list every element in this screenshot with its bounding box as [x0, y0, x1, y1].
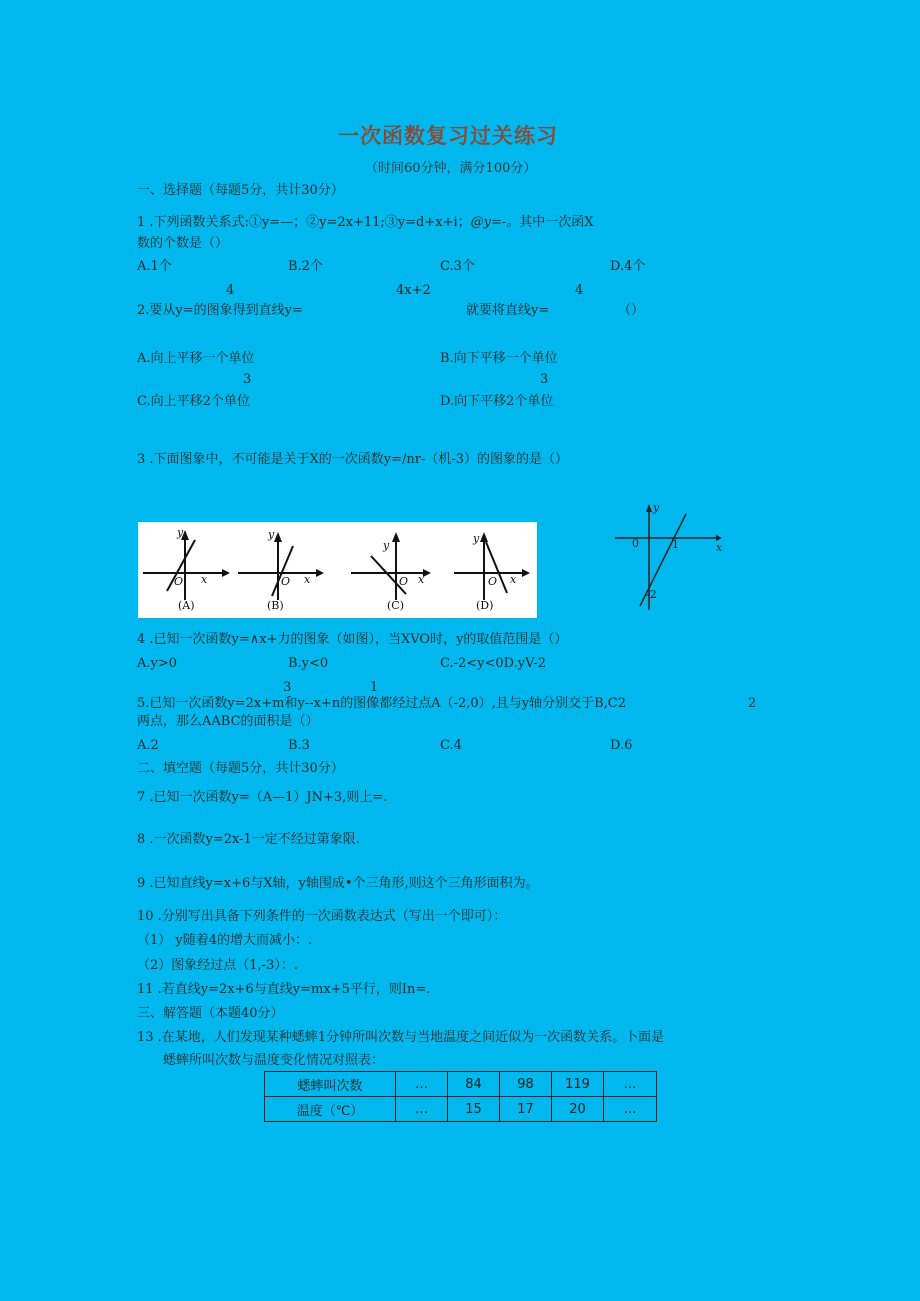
q9-text: 9 .已知直线y=x+6与X轴，y轴围成•个三角形,则这个三角形面积为。: [137, 876, 539, 891]
q2-option-d: D.向下平移2个单位: [440, 394, 554, 409]
section-2-heading: 二、填空题（每题5分，共计30分）: [137, 761, 344, 776]
graph-a-label: (A): [178, 599, 195, 612]
q2-fraction-3: 4: [575, 283, 584, 298]
table-cell: 84: [448, 1072, 500, 1097]
svg-text:O: O: [281, 575, 291, 588]
q3-graphs-svg: [138, 522, 537, 618]
q5-option-c: C.4: [440, 738, 462, 753]
q2-fraction-1: 4: [226, 283, 235, 298]
q1-option-b: B.2个: [288, 259, 323, 274]
q10-part2: （2）图象经过点（1,-3）：.: [137, 958, 298, 973]
q2-option-b: B.向下平移一个单位: [440, 351, 558, 366]
table-cell: 119: [552, 1072, 604, 1097]
q5-option-b: B.3: [288, 738, 310, 753]
q4-graph: [612, 500, 727, 610]
q4-graph-zero: 0: [632, 537, 639, 550]
q5-line1-tail: 2: [748, 696, 757, 711]
q1-line1-tail: 其中一次函X: [519, 215, 594, 230]
page-subtitle: （时间60分钟，满分100分）: [365, 161, 537, 176]
q7-text: 7 .已知一次函数y=（A—1）JN+3,则上=.: [137, 790, 388, 805]
q4-text: 4 .已知一次函数y=∧x+力的图象（如图），当XVO时，y的取值范围是（）: [137, 632, 568, 647]
q5-option-a: A.2: [137, 738, 159, 753]
svg-text:O: O: [488, 575, 498, 588]
svg-text:y: y: [383, 539, 390, 552]
q3-text: 3 .下面图象中，不可能是关于X的一次函数y=/nr-（机-3）的图象的是（）: [137, 452, 569, 467]
q10-part1: （1） y随着4的增大而减小：.: [137, 933, 313, 948]
q2-fraction-2: 4x+2: [396, 283, 431, 298]
q4-option-cd: C.-2<y<0D.yV-2: [440, 656, 546, 671]
graph-a: [143, 526, 230, 612]
section-1-heading: 一、选择题（每题5分，共计30分）: [137, 183, 344, 198]
q2-text-a: 2.要从y=的图象得到直线y=: [137, 303, 303, 318]
q1-text: [137, 215, 594, 231]
q11-text: 11 .若直线y=2x+6与直线y=mx+5平行，则In=.: [137, 982, 431, 997]
q1-option-d: D.4个: [610, 259, 646, 274]
svg-text:x: x: [510, 573, 517, 586]
table-cell: …: [604, 1097, 657, 1122]
table-cell: 蟋蟀叫次数: [265, 1072, 396, 1097]
q1-line2: 数的个数是（）: [137, 236, 229, 251]
table-cell: 15: [448, 1097, 500, 1122]
table-cell: …: [396, 1072, 448, 1097]
page-title: 一次函数复习过关练习: [338, 124, 558, 148]
q4-graph-y: y: [653, 501, 660, 514]
q5-fraction-1: 3: [283, 680, 292, 695]
q4-option-b: B.y<0: [288, 656, 329, 671]
q2-option-a: A.向上平移一个单位: [137, 351, 255, 366]
table-cell: 17: [500, 1097, 552, 1122]
q5-option-d: D.6: [610, 738, 633, 753]
q4-option-a: A.y>0: [137, 656, 178, 671]
q2-fraction-a: 3: [243, 372, 252, 387]
table-cell: …: [396, 1097, 448, 1122]
q1-line1-italic: @y=-。: [470, 215, 520, 230]
svg-text:x: x: [418, 573, 425, 586]
svg-text:O: O: [399, 575, 409, 588]
cricket-data-table: [264, 1071, 657, 1122]
q2-option-c: C.向上平移2个单位: [137, 394, 250, 409]
svg-text:x: x: [201, 573, 208, 586]
q13-line2: 蟋蟀所叫次数与温度变化情况对照表：: [163, 1053, 385, 1068]
q8-text: 8 .一次函数y=2x-1一定不经过第象限.: [137, 832, 360, 847]
graph-d: [454, 532, 530, 612]
q2-fraction-b: 3: [540, 372, 549, 387]
graph-d-label: (D): [476, 599, 494, 612]
graph-b-label: (B): [267, 599, 284, 612]
q2-text-b: 就要将直线y=: [466, 303, 550, 318]
section-3-heading: 三、解答题（本题40分）: [137, 1006, 284, 1021]
q5-fraction-2: 1: [370, 680, 379, 695]
graph-b: [238, 528, 324, 612]
table-cell: 20: [552, 1097, 604, 1122]
svg-text:x: x: [304, 573, 311, 586]
q5-line1: 5.已知一次函数y=2x+m和y--x+n的图像都经过点A（-2,0）,且与y轴分别交于B,C2: [137, 696, 627, 711]
q2-text-c: （）: [618, 303, 645, 318]
svg-text:y: y: [473, 532, 480, 545]
table-row: [265, 1097, 657, 1122]
q3-graph-figure: [138, 522, 537, 618]
svg-text:y: y: [268, 528, 275, 541]
q4-graph-minus2: -2: [646, 588, 657, 601]
svg-text:y: y: [177, 526, 184, 539]
table-cell: 98: [500, 1072, 552, 1097]
q13-line1: 13 .在某地，人们发现某种蟋蟀1分钟所叫次数与当地温度之间近似为一次函数关系。卜面是: [137, 1030, 665, 1045]
q1-option-c: C.3个: [440, 259, 475, 274]
q1-option-a: A.1个: [137, 259, 172, 274]
q4-graph-svg: [612, 500, 727, 610]
graph-c-label: (C): [387, 599, 404, 612]
q4-graph-x: x: [716, 541, 723, 554]
svg-text:O: O: [174, 575, 184, 588]
q1-line1: 1 .下列函数关系式:①y=—；②y=2x+11;③y=d+x+i；: [137, 215, 471, 230]
q5-line2: 两点，那么AABC的面积是（）: [137, 714, 319, 729]
table-cell: …: [604, 1072, 657, 1097]
table-cell: 温度（℃）: [265, 1097, 396, 1122]
q10-text: 10 .分别写出具备下列条件的一次函数表达式（写出一个即可）：: [137, 909, 507, 924]
table-row: [265, 1072, 657, 1097]
q4-graph-one: 1: [672, 538, 679, 551]
graph-c: [351, 532, 431, 612]
